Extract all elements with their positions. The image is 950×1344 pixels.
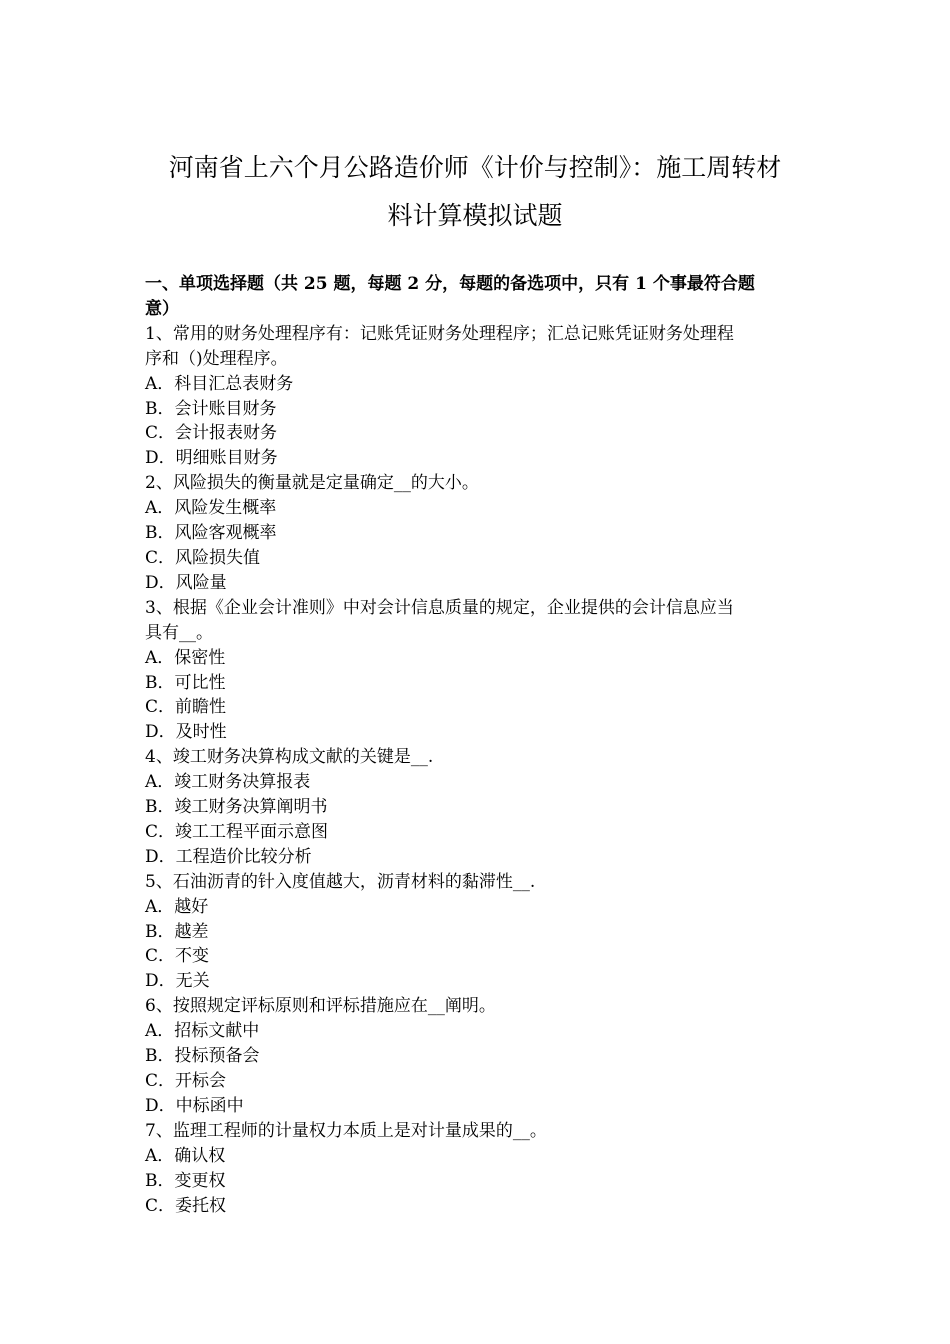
option-d: D．风险量 [145, 572, 227, 593]
question-stem-line: 3、根据《企业会计准则》中对会计信息质量的规定，企业提供的会计信息应当 [145, 597, 734, 618]
question-stem-line: 5、石油沥青的针入度值越大，沥青材料的黏滞性__. [145, 871, 536, 892]
option-c: C．会计报表财务 [145, 423, 278, 444]
section-heading [145, 272, 810, 322]
option-a: A．招标文献中 [145, 1021, 260, 1042]
option-a: A．保密性 [145, 647, 226, 668]
title-line: 料计算模拟试题 [387, 201, 563, 230]
question-1 [145, 322, 810, 471]
option-d: D．工程造价比较分析 [145, 846, 312, 867]
option-c: C．风险损失值 [145, 547, 261, 568]
option-b: B．可比性 [145, 672, 226, 693]
question-3 [145, 596, 810, 745]
question-4 [145, 745, 810, 870]
section-heading-line: 一、单项选择题（共 25 题，每题 2 分，每题的备选项中，只有 1 个事最符合题 [145, 274, 755, 294]
question-5 [145, 870, 810, 995]
option-b: B．越差 [145, 921, 209, 942]
title-line: 河南省上六个月公路造价师《计价与控制》：施工周转材 [168, 153, 782, 182]
section-heading-line: 意） [145, 298, 179, 319]
option-b: B．会计账目财务 [145, 398, 277, 419]
option-d: D．明细账目财务 [145, 448, 278, 469]
option-c: C．开标会 [145, 1071, 227, 1091]
question-6 [145, 994, 810, 1119]
option-d: D．及时性 [145, 722, 227, 743]
question-stem-line: 具有__。 [145, 622, 213, 643]
option-a: A．风险发生概率 [145, 498, 277, 519]
question-stem-line: 7、监理工程师的计量权力本质上是对计量成果的__。 [145, 1120, 547, 1141]
question-stem-line: 序和（)处理程序。 [145, 348, 288, 369]
question-stem-line: 2、风险损失的衡量就是定量确定__的大小。 [145, 473, 479, 494]
question-stem-line: 1、常用的财务处理程序有：记账凭证财务处理程序；汇总记账凭证财务处理程 [145, 323, 734, 344]
question-2 [145, 471, 810, 596]
option-c: C．委托权 [145, 1195, 227, 1216]
option-b: B．风险客观概率 [145, 523, 277, 544]
question-stem-line: 6、按照规定评标原则和评标措施应在__阐明。 [145, 996, 496, 1017]
option-c: C．前瞻性 [145, 697, 227, 718]
question-7 [145, 1119, 810, 1219]
option-a: A．竣工财务决算报表 [145, 772, 311, 793]
option-b: B．变更权 [145, 1170, 226, 1191]
document-body [145, 272, 810, 1218]
option-a: A．确认权 [145, 1145, 226, 1166]
option-a: A．越好 [145, 896, 209, 917]
option-c: C．竣工工程平面示意图 [145, 821, 329, 842]
option-c: C．不变 [145, 946, 210, 967]
question-stem-line: 4、竣工财务决算构成文献的关键是__. [145, 747, 434, 768]
option-d: D．无关 [145, 971, 210, 992]
document-title [120, 144, 830, 240]
option-b: B．竣工财务决算阐明书 [145, 797, 328, 818]
option-b: B．投标预备会 [145, 1046, 260, 1067]
option-d: D．中标函中 [145, 1095, 244, 1116]
option-a: A．科目汇总表财务 [145, 373, 294, 394]
